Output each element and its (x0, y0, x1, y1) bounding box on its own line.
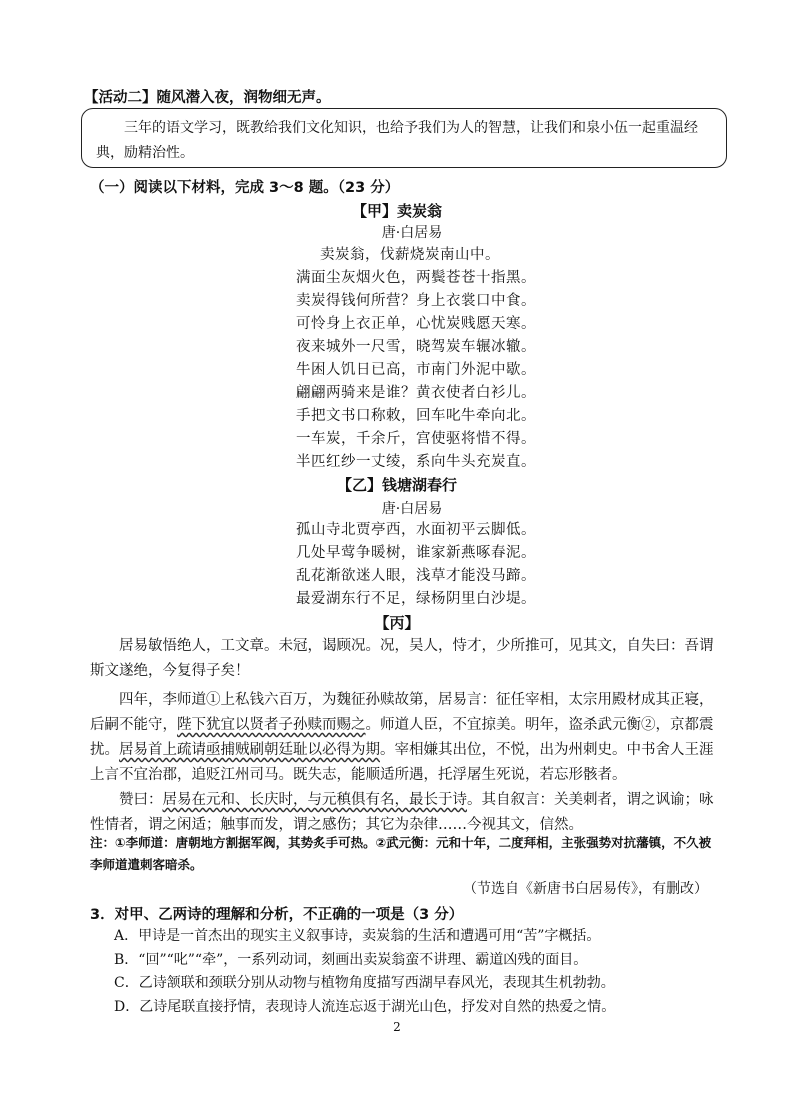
underlined-sentence-3: 居易在元和、长庆时，与元稹俱有名，最长于诗 (162, 792, 467, 808)
footnote: 注：①李师道：唐朝地方割据军阀，其势炙手可热。②武元衡：元和十年，二度拜相，主张强势对抗藩镇，不久被李师道遣刺客暗杀。 (90, 835, 712, 872)
poem-line: 牛困人饥日已高，市南门外泥中歇。 (296, 362, 536, 378)
prose-text: 赞曰： (119, 792, 163, 808)
source-citation: （节选自《新唐书白居易传》，有删改） (463, 881, 708, 897)
question-3-options (114, 925, 615, 1019)
poem-line: 夜来城外一尺雪，晓驾炭车辗冰辙。 (296, 339, 536, 355)
prose-c-title: 【丙】 (374, 614, 420, 632)
poem-line: 孤山寺北贾亭西，水面初平云脚低。 (296, 522, 536, 538)
underlined-sentence-1: 陛下犹宜以贤者子孙赎而赐之 (177, 717, 366, 733)
poem-b-lines (296, 519, 536, 611)
prose-text: 。其自叙言：关美刺者，谓之讽谕；咏性情者，谓之闲适；触事而发，谓之感伤；其它为杂律……今视其文，信然。 (90, 792, 714, 833)
question-3-stem: 3．对甲、乙两诗的理解和分析，不正确的一项是（3 分） (90, 907, 464, 923)
option-a: A．甲诗是一首杰出的现实主义叙事诗，卖炭翁的生活和遭遇可用“苦”字概括。 (114, 928, 601, 944)
poem-line: 卖炭翁，伐薪烧炭南山中。 (320, 247, 500, 263)
prose-paragraph-1: 居易敏悟绝人，工文章。未冠，谒顾况。况，吴人，恃才，少所推可，见其文，自失曰：吾谓斯文遂绝，今复得子矣！ (90, 638, 714, 679)
option-d: D．乙诗尾联直接抒情，表现诗人流连忘返于湖光山色，抒发对自然的热爱之情。 (114, 998, 616, 1015)
prose-paragraph-2 (90, 688, 714, 788)
underlined-sentence-2: 居易首上疏请亟捕贼刷朝廷耻以必得为期 (119, 742, 380, 758)
poem-line: 满面尘灰烟火色，两鬓苍苍十指黑。 (296, 270, 536, 286)
poem-a-author: 唐·白居易 (381, 225, 443, 241)
prose-paragraph-3 (90, 788, 714, 838)
option-c: C．乙诗颔联和颈联分别从动物与植物角度描写西湖早春风光，表现其生机勃勃。 (114, 975, 615, 991)
poem-line: 翩翩两骑来是谁？黄衣使者白衫儿。 (296, 385, 536, 401)
poem-line: 乱花渐欲迷人眼，浅草才能没马蹄。 (296, 568, 536, 584)
poem-b-title: 【乙】钱塘湖春行 (336, 476, 457, 494)
poem-line: 几处早莺争暖树，谁家新燕啄春泥。 (296, 545, 536, 561)
prose-text: 。宰相嫌其出位，不悦，出为州刺史。中书舍人王涯上言不宜治郡，追贬江州司马。既失志，能顺适所遇，托浮屠生死说，若忘形骸者。 (90, 742, 714, 783)
option-b: B．“回”“叱”“牵”，一系列动词，刻画出卖炭翁蛮不讲理、霸道凶残的面目。 (114, 951, 588, 968)
poem-line: 一车炭，千余斤，宫使驱将惜不得。 (296, 431, 536, 447)
section-heading: （一）阅读以下材料，完成 3～8 题。（23 分） (90, 180, 400, 196)
prose-text: 。师道人臣，不宜掠美。明年，盗杀武元衡②，京都震扰。 (90, 717, 714, 758)
poem-a-lines (296, 244, 536, 474)
poem-line: 手把文书口称敕，回车叱牛牵向北。 (296, 408, 536, 424)
poem-line: 最爱湖东行不足，绿杨阴里白沙堤。 (296, 591, 536, 607)
poem-a-title: 【甲】卖炭翁 (351, 202, 442, 220)
intro-box: 三年的语文学习，既教给我们文化知识，也给予我们为人的智慧，让我们和泉小伍一起重温经典，励精治性。 (81, 108, 727, 168)
poem-line: 可怜身上衣正单，心忧炭贱愿天寒。 (296, 316, 536, 332)
prose-c-body (90, 634, 714, 838)
activity-title: 【活动二】随风潜入夜，润物细无声。 (84, 90, 331, 106)
page-number: 2 (393, 1020, 401, 1034)
poem-b-author: 唐·白居易 (381, 501, 443, 517)
poem-line: 卖炭得钱何所营？身上衣裳口中食。 (296, 293, 536, 309)
prose-text: 四年，李师道①上私钱六百万，为魏征孙赎故第，居易言：征任宰相，太宗用殿材成其正寝，后嗣不能守， (90, 692, 714, 733)
poem-line: 半匹红纱一丈绫，系向牛头充炭直。 (296, 454, 536, 470)
